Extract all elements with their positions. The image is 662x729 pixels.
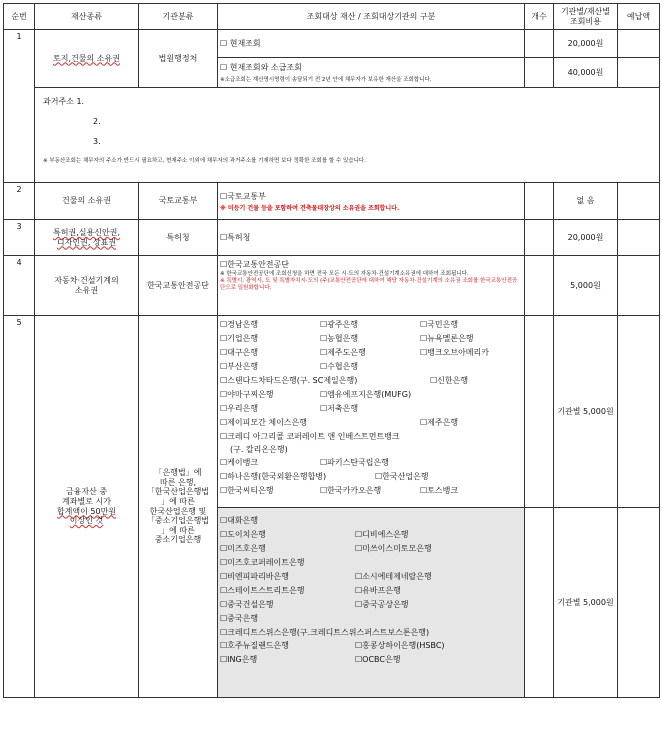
bank-checkbox[interactable]: ☐경남은행 xyxy=(220,320,259,329)
banks-a-grid-wide xyxy=(220,374,522,388)
table-header-row xyxy=(4,4,660,30)
row-5-agency-line6: 「중소기업은행법 xyxy=(146,516,210,526)
row-1-fee-retro: 40,000원 xyxy=(554,58,618,88)
row-4-agency: 한국교통안전공단 xyxy=(139,256,218,316)
row-2-note: ※ 미등기 건물 등을 포함하여 건축물대장상의 소유권을 조회합니다. xyxy=(220,204,400,212)
address-note: ※ 부동산조회는 채무자의 주소가 반드시 필요하고, 현재주소 이외에 채무자의 과거주소를 기재하면 보다 정확한 조회를 할 수 있습니다. xyxy=(43,158,366,164)
bank-checkbox[interactable]: ☐스탠다드차타드은행(구. SC제일은행) xyxy=(220,376,358,385)
bank-checkbox[interactable]: ☐ING은행 xyxy=(220,655,258,665)
row-1-agency: 법원행정처 xyxy=(139,30,218,88)
row-3-option[interactable] xyxy=(218,220,525,256)
row-3-asset-line1: 특허권,실용신안권, xyxy=(53,227,120,237)
bank-checkbox xyxy=(355,514,530,528)
kipo-checkbox[interactable]: ☐특허청 xyxy=(220,232,251,242)
bank-checkbox[interactable]: ☐제주도은행 xyxy=(320,348,366,357)
kotsa-checkbox[interactable]: ☐한국교통안전공단 xyxy=(220,260,289,269)
row-5-asset-line3: 합계액이 50만원 xyxy=(56,506,117,516)
row-3-note-cell[interactable] xyxy=(618,220,660,256)
row-4-note2: ※ 특별시, 광역시, 도 및 특별자치시·도의 (주)교통안전공단에 대하여 해당 자동차·건설기계의 소유권 조회를 한국교통안전공단으로 일원화합니다. xyxy=(220,278,518,291)
row-4 xyxy=(4,256,660,316)
header-fee: 기관별/재산별 조회비용 xyxy=(554,4,618,30)
bank-checkbox[interactable]: ☐비엔피파리바은행 xyxy=(220,572,289,581)
row-4-asset-line1: 자동차·건설기계의 xyxy=(54,275,119,285)
bank-checkbox[interactable]: ☐하나은행(한국외환은행합병) xyxy=(220,472,327,482)
bank-checkbox[interactable]: ☐제이피모간 체이스은행 xyxy=(220,418,307,427)
header-note: 예납액 xyxy=(618,4,660,30)
bank-checkbox[interactable]: ☐대구은행 xyxy=(220,348,259,357)
row-3-count[interactable] xyxy=(525,220,554,256)
bank-checkbox[interactable]: ☐홍콩상하이은행(HSBC) xyxy=(355,641,445,651)
row-1-option-current[interactable] xyxy=(218,30,525,58)
header-inquiry-target: 조회대상 재산 / 조회대상기관의 구분 xyxy=(218,4,525,30)
row-5-asset-line1: 금융자산 중 xyxy=(65,487,108,497)
bank-checkbox[interactable]: ☐케이뱅크 xyxy=(220,458,259,468)
row-5-agency-line5: 한국산업은행 및 xyxy=(149,506,207,516)
bank-checkbox[interactable]: ☐광주은행 xyxy=(320,320,359,329)
banks-b-grid xyxy=(220,514,522,626)
bank-checkbox[interactable]: ☐중국건설은행 xyxy=(220,600,274,609)
bank-checkbox[interactable]: ☐한국씨티은행 xyxy=(220,486,274,496)
row-1-count-current[interactable] xyxy=(525,30,554,58)
row-1-note-current[interactable] xyxy=(618,30,660,58)
bank-checkbox[interactable]: ☐뱅크오브아메리카 xyxy=(420,348,489,357)
row-5-agency-line1: 「은행법」에 xyxy=(154,468,202,478)
row-5-banks-group-a xyxy=(218,316,525,508)
banks-b-grid-2 xyxy=(220,639,522,667)
past-address-2[interactable]: 2. xyxy=(93,117,101,126)
row-5-agency-line4: 」에 따른 xyxy=(161,496,195,506)
row-5-asset-line4: 이상인 것 xyxy=(69,516,104,526)
bank-checkbox[interactable]: ☐파키스탄국립은행 xyxy=(320,458,389,468)
row-5a-fee: 기관별 5,000원 xyxy=(554,316,618,508)
row-5-agency-line7: 」에 따른 xyxy=(161,525,195,535)
row-5-number: 5 xyxy=(4,316,35,698)
retro-inquiry-checkbox[interactable]: ☐ 현재조회와 소급조회 xyxy=(220,62,302,72)
past-address-3[interactable]: 3. xyxy=(93,137,101,146)
row-5b-fee: 기관별 5,000원 xyxy=(554,508,618,698)
past-address-1[interactable]: 과거주소 1. xyxy=(43,97,85,106)
row-2-note-cell[interactable] xyxy=(618,183,660,220)
bank-checkbox[interactable]: ☐한국산업은행 xyxy=(375,472,429,482)
bank-checkbox[interactable]: ☐크레디 아그리콜 코퍼레이트 앤 인베스트먼트뱅크 xyxy=(220,432,400,441)
row-2 xyxy=(4,183,660,220)
bank-checkbox[interactable]: ☐엠유에프지은행(MUFG) xyxy=(320,390,412,399)
header-count: 개수 xyxy=(525,4,554,30)
row-4-note1: ※ 한국교통안전공단에 조회신청을 하면 전국 모든 시·도의 자동차·건설기계소유권에 대하여 조회됩니다. xyxy=(220,271,469,278)
bank-checkbox[interactable]: ☐국민은행 xyxy=(420,320,459,329)
row-4-option[interactable] xyxy=(218,256,525,316)
row-1-fee-current: 20,000원 xyxy=(554,30,618,58)
row-4-number: 4 xyxy=(4,256,35,316)
row-2-fee: 없 음 xyxy=(554,183,618,220)
current-inquiry-checkbox[interactable]: ☐ 현재조회 xyxy=(220,38,261,48)
header-no: 순번 xyxy=(4,4,35,30)
row-5-asset xyxy=(35,316,139,698)
row-3 xyxy=(4,220,660,256)
bank-checkbox-sub: (구. 칼리온은행) xyxy=(230,445,288,455)
row-5-banks-group-b xyxy=(218,508,525,698)
bank-checkbox[interactable]: ☐OCBC은행 xyxy=(355,655,401,665)
header-agency-type: 기관분류 xyxy=(139,4,218,30)
row-5b-note-cell[interactable] xyxy=(618,508,660,698)
bank-checkbox[interactable]: ☐스테이트스트리트은행 xyxy=(220,586,305,595)
banks-a-grid xyxy=(220,318,522,374)
row-5a xyxy=(4,316,660,508)
row-3-asset xyxy=(35,220,139,256)
inquiry-table xyxy=(3,3,660,698)
row-2-count[interactable] xyxy=(525,183,554,220)
row-1-note-retro[interactable] xyxy=(618,58,660,88)
row-5-agency-line3: 「한국산업은행법 xyxy=(146,487,210,497)
bank-checkbox[interactable]: ☐기업은행 xyxy=(220,334,259,343)
bank-checkbox[interactable]: ☐부산은행 xyxy=(220,362,259,371)
bank-checkbox[interactable]: ☐농협은행 xyxy=(320,334,359,343)
header-asset-type: 재산종류 xyxy=(35,4,139,30)
row-2-agency: 국토교통부 xyxy=(139,183,218,220)
row-4-asset xyxy=(35,256,139,316)
bank-checkbox[interactable]: ☐도이치은행 xyxy=(220,530,266,539)
row-5-agency xyxy=(139,316,218,698)
row-2-number: 2 xyxy=(4,183,35,220)
bank-checkbox[interactable]: ☐뉴욕멜론은행 xyxy=(420,334,474,343)
past-address-area xyxy=(35,88,660,183)
bank-checkbox[interactable]: ☐미즈호은행 xyxy=(220,544,266,553)
row-5-asset-line2: 계좌별로 시가 xyxy=(62,496,111,506)
bank-checkbox[interactable]: ☐신한은행 xyxy=(430,376,469,385)
bank-checkbox[interactable]: ☐우리은행 xyxy=(220,404,259,413)
row-3-number: 3 xyxy=(4,220,35,256)
bank-checkbox[interactable]: ☐크레디트스위스은행(구.크레디트스위스퍼스트보스톤은행) xyxy=(220,628,430,637)
row-2-option[interactable] xyxy=(218,183,525,220)
row-1a xyxy=(4,30,660,58)
bank-checkbox[interactable]: ☐야마구찌은행 xyxy=(220,390,274,399)
retro-inquiry-note: ※소급조회는 재산명시명령이 송달되기 전 2년 안에 채무자가 보유한 재산을 조회합니다. xyxy=(220,77,432,84)
bank-checkbox[interactable]: ☐중국은행 xyxy=(220,614,259,623)
row-1-asset xyxy=(35,30,139,88)
row-3-fee: 20,000원 xyxy=(554,220,618,256)
banks-a-grid-3 xyxy=(220,456,522,484)
bank-checkbox[interactable]: ☐토스뱅크 xyxy=(420,486,459,496)
row-4-note-cell[interactable] xyxy=(618,256,660,316)
bank-checkbox[interactable]: ☐저축은행 xyxy=(320,404,359,413)
row-3-agency: 특허청 xyxy=(139,220,218,256)
row-1-count-retro[interactable] xyxy=(525,58,554,88)
bank-checkbox[interactable]: ☐디비에스은행 xyxy=(355,530,409,539)
row-2-asset: 건물의 소유권 xyxy=(35,183,139,220)
molit-checkbox[interactable]: ☐국토교통부 xyxy=(220,191,266,201)
bank-checkbox[interactable]: ☐제주은행 xyxy=(420,418,459,427)
row-5a-note-cell[interactable] xyxy=(618,316,660,508)
bank-checkbox[interactable]: ☐소시에테제네랄은행 xyxy=(355,572,432,581)
row-4-count[interactable] xyxy=(525,256,554,316)
bank-checkbox[interactable]: ☐한국카카오은행 xyxy=(320,486,382,496)
bank-checkbox[interactable]: ☐미즈호코퍼레이트은행 xyxy=(220,558,305,567)
bank-checkbox[interactable]: ☐수협은행 xyxy=(320,362,359,371)
row-5-agency-line2: 따른 은행, xyxy=(160,477,196,487)
bank-checkbox xyxy=(355,556,530,570)
banks-a-grid-2 xyxy=(220,388,522,430)
row-3-asset-line2: 디자인권, 상표권 xyxy=(56,237,117,247)
row-1-number: 1 xyxy=(4,30,35,183)
bank-checkbox[interactable]: ☐미쓰이스미토모은행 xyxy=(355,544,432,553)
banks-a-grid-last xyxy=(220,484,522,498)
row-1-asset-text: 토지,건물의 소유권 xyxy=(53,53,120,63)
bank-checkbox[interactable]: ☐유바프은행 xyxy=(355,586,401,595)
row-1-address xyxy=(4,88,660,183)
row-1-option-retro[interactable] xyxy=(218,58,525,88)
row-5-agency-line8: 중소기업은행 xyxy=(154,535,202,545)
bank-checkbox[interactable]: ☐대화은행 xyxy=(220,516,259,525)
row-4-asset-line2: 소유권 xyxy=(74,285,99,295)
bank-checkbox xyxy=(355,612,530,626)
row-4-fee: 5,000원 xyxy=(554,256,618,316)
bank-checkbox[interactable]: ☐호주뉴질랜드은행 xyxy=(220,641,289,651)
bank-checkbox[interactable]: ☐중국공상은행 xyxy=(355,600,409,609)
